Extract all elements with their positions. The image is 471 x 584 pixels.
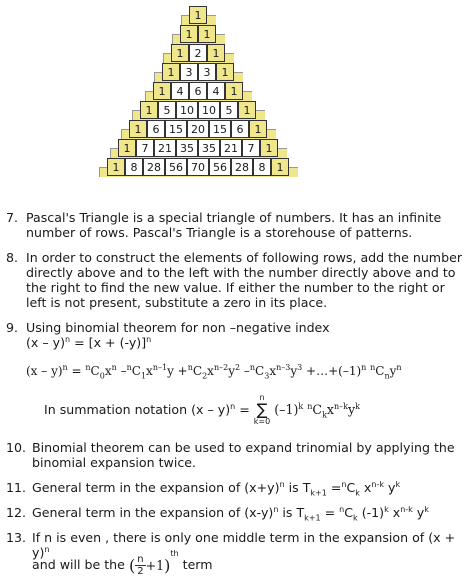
triangle-cell: 1 [207,44,225,62]
item-number: 11. [6,480,27,495]
triangle-cell: 21 [220,139,242,157]
triangle-cell: 4 [207,82,225,100]
triangle-cell: 1 [171,44,189,62]
triangle-cell: 56 [165,158,187,176]
triangle-cell: 70 [187,158,209,176]
item-number: 7. [6,210,19,225]
triangle-cell: 35 [198,139,220,157]
triangle-cell: 5 [220,101,238,119]
item-text: General term in the expansion of $(x-y)^n$ is $T_{k+1} = ^nC_k$ $(-1)^k$ $x^{n-k}$ $y^k$ [32,504,429,523]
triangle-cell: 8 [125,158,143,176]
item-text: Pascal's Triangle is a special triangle of numbers. It has an infinite number of rows. Pascal's Triangle is a storehouse of patterns. [26,210,442,240]
triangle-cell: 15 [209,120,231,138]
triangle-cell: 1 [260,139,278,157]
triangle-cell: 1 [118,139,136,157]
binomial-identity-text: $(x - y)^n = [x + (-y)]^n$ [26,334,152,350]
triangle-cell: 1 [107,158,125,176]
binomial-expansion: $(x - y)^n = ^nC_0x^n$ $-^nC_1x^{n-1}y +^nC_2x^{n-2}y^2$ $-^nC_3x^{n-3}y^3$ $+\dots+(-1)^n$ $^nC_ny^n$ [26,363,402,381]
triangle-cell: 1 [238,101,256,119]
triangle-cell: 5 [158,101,176,119]
pascals-triangle [0,0,471,200]
triangle-cell: 1 [198,25,216,43]
triangle-cell: 1 [153,82,171,100]
summation-term: $(-1)^k$ $^nC_kx^{n-k}y^k$ [274,401,361,420]
triangle-cell: 1 [180,25,198,43]
triangle-cell: 4 [171,82,189,100]
triangle-cell: 2 [189,44,207,62]
triangle-cell: 28 [143,158,165,176]
triangle-cell: 21 [154,139,176,157]
item-number: 9. [6,320,19,335]
item-number: 12. [6,505,27,520]
triangle-cell: 8 [253,158,271,176]
triangle-cell: 1 [129,120,147,138]
triangle-cell: 15 [165,120,187,138]
binomial-identity [26,335,471,350]
triangle-cell: 3 [198,63,216,81]
item-text: Binomial theorem can be used to expand trinomial by applying the binomial expansion twice. [32,440,455,470]
item-text: Using binomial theorem for non –negative index [26,320,330,335]
middle-term-post: term [182,557,213,572]
triangle-cell: 35 [176,139,198,157]
item-number: 13. [6,530,27,545]
triangle-cell: 1 [271,158,289,176]
triangle-cell: 1 [216,63,234,81]
triangle-cell: 56 [209,158,231,176]
triangle-cell: 1 [162,63,180,81]
item-number: 10. [6,440,27,455]
triangle-cell: 1 [225,82,243,100]
triangle-cell: 7 [136,139,154,157]
sigma-icon: n ∑ k=0 [253,393,271,426]
item-text: If n is even , there is only one middle term in the expansion of $(x + y)^n$ [32,530,456,560]
triangle-cell: 7 [242,139,260,157]
triangle-cell: 3 [180,63,198,81]
summation-notation [44,394,471,426]
item-text: In order to construct the elements of following rows, add the number directly above and to the left with the number directly above and to the right to find the new value. If either the number to the right or left is not present, substitute a zero in its place. [26,250,462,310]
triangle-cell: 6 [231,120,249,138]
item-text: General term in the expansion of $(x+y)^n$ is $T_{k+1} =^nC_k$ $x^{n-k}$ $y^k$ [32,479,401,498]
triangle-cell: 1 [140,101,158,119]
triangle-cell: 10 [176,101,198,119]
triangle-cell: 6 [189,82,207,100]
triangle-cell: 1 [189,6,207,24]
item-number: 8. [6,250,19,265]
middle-term-line: and will be the ( $\frac{n}{2}$ +1)$^{th}$ term [32,548,213,577]
middle-term-pre: and will be the [32,557,125,572]
triangle-cell: 6 [147,120,165,138]
n-over-2-fraction: $\frac{n}{2}$ [137,554,144,577]
summation-label: In summation notation (x – y)$^n$ = [44,401,250,417]
triangle-cell: 28 [231,158,253,176]
triangle-cell: 10 [198,101,220,119]
triangle-cell: 1 [249,120,267,138]
triangle-cell: 20 [187,120,209,138]
